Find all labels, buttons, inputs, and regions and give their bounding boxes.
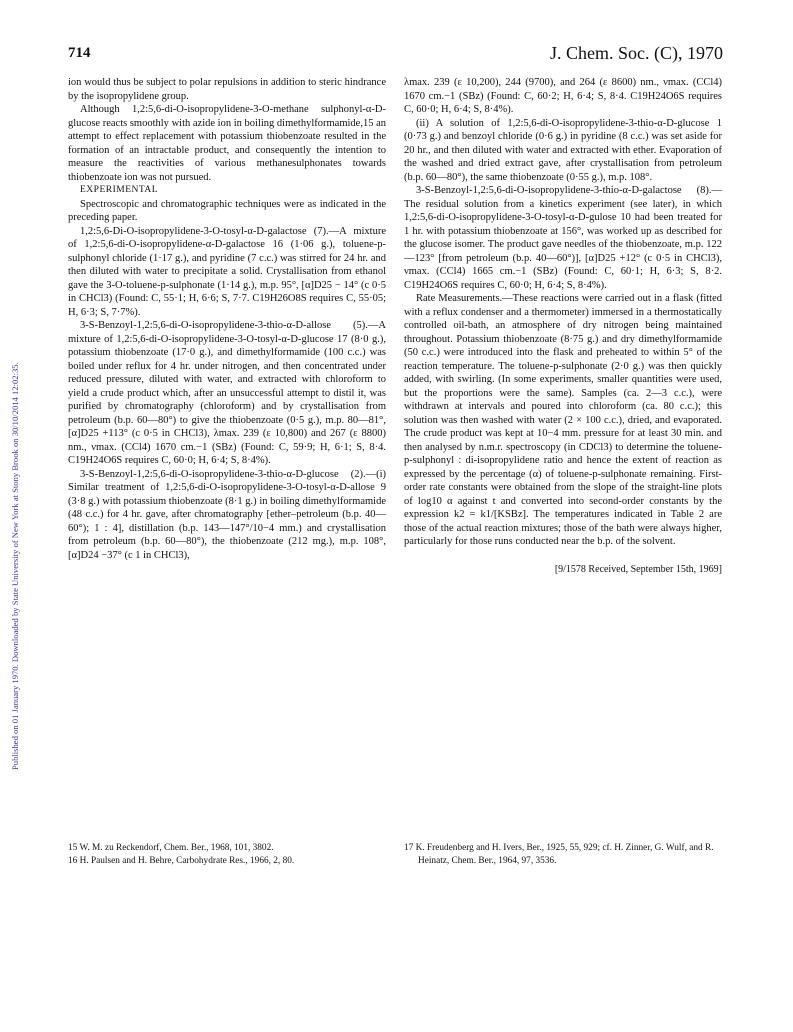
body-paragraph: ion would thus be subject to polar repulsions in addition to steric hindrance by the isopropylidene group. <box>68 77 386 102</box>
download-notice: Published on 01 January 1970. Downloaded by State University of New York at Stony Brook on 30/10/2014 12:02:35. <box>10 362 20 770</box>
body-paragraph: 3-S-Benzoyl-1,2:5,6-di-O-isopropylidene-3-thio-α-D-galactose (8).—The residual solution from a kinetics experiment (see later), in which 1,2:5,6-di-O-isopropylidene-3-O-tosyl-α-D-gulose 10 had been treated for 1 hr. with potassium thiobenzoate at 156°, was worked up as described for the glucose isomer. The product gave needles of the thiobenzoate, m.p. 122—123° [from petroleum (b.p. 40—60°)], [α]D25 +12° (c 0·5 in CHCl3), νmax. (CCl4) 1665 cm.−1 (SBz) (Found: C, 60·1; H, 6·3; S, 8·2. C19H24O6S requires C, 60·0; H, 6·4; S, 8·4%). <box>404 185 722 291</box>
section-heading-experimental: EXPERIMENTAL <box>80 185 159 195</box>
right-column <box>404 76 722 576</box>
experimental-paragraph: 3-S-Benzoyl-1,2:5,6-di-O-isopropylidene-3-thio-α-D-glucose (2).—(i) Similar treatment of 1,2:5,6-di-O-isopropylidene-3-O-tosyl-α-D-allose 9 (3·8 g.) with potassium thiobenzoate (8·1 g.) in boiling dimethylformamide (48 c.c.) for 4 hr. gave, after chromatography [ether–petroleum (b.p. 40—60°); 1 : 4], distillation (b.p. 143—147°/10−4 mm.) and crystallisation from petroleum (b.p. 60—80°), the thiobenzoate (212 mg.), m.p. 108°, [α]D24 −37° (c 1 in CHCl3), <box>68 468 386 561</box>
body-paragraph: λmax. 239 (ε 10,200), 244 (9700), and 264 (ε 8600) nm., νmax. (CCl4) 1670 cm.−1 (SBz) (Found: C, 60·2; H, 6·4; S, 8·4. C19H24O6S requires C, 60·0; H, 6·4; S, 8·4%). <box>404 77 722 115</box>
experimental-paragraph: 1,2:5,6-Di-O-isopropylidene-3-O-tosyl-α-D-galactose (7).—A mixture of 1,2:5,6-di-O-isopropylidene-α-D-galactose 16 (1·06 g.), toluene-p-sulphonyl chloride (1·17 g.), and pyridine (7 c.c.) was stirred for 24 hr. and then diluted with water to precipitate a solid. Crystallisation from ethanol gave the 3-O-toluene-p-sulphonate (1·14 g.), m.p. 95°, [α]D25 − 14° (c 0·5 in CHCl3) (Found: C, 55·1; H, 6·6; S, 7·7. C19H26O8S requires C, 55·05; H, 6·3; S, 7·7%). <box>68 225 386 318</box>
experimental-paragraph: Spectroscopic and chromatographic techniques were as indicated in the preceding paper. <box>68 198 386 223</box>
body-paragraph: Rate Measurements.—These reactions were carried out in a flask (fitted with a reflux condenser and a thermometer) immersed in a thermostatically controlled oil-bath, an atmosphere of dry nitrogen being maintained throughout. Potassium thiobenzoate (8·75 g.) and dry dimethylformamide (50 c.c.) were introduced into the flask and preheated to within 5° of the reaction temperature. The toluene-p-sulphonate (2·0 g.) was then quickly added, with swirling. (In some experiments, smaller quantities were used, but the proportions were the same). Samples (ca. 2—3 c.c.), were withdrawn at intervals and poured into chloroform (ca. 80 c.c.); this solution was then washed with water (2 × 100 c.c.), dried, and evaporated. The crude product was kept at 10−4 mm. pressure for at least 30 min. and then analysed by n.m.r. spectroscopy (in CDCl3) to determine the toluene-p-sulphonyl : di-isopropylidene ratio and hence the extent of reaction as expressed by the percentage (α) of toluene-p-sulphonate remaining. First-order rate constants were obtained from the slope of the straight-line plots of log10 α against t and converted into second-order constants by the expression k2 = k1/[KSBz]. The temperatures indicated in Table 2 are those of the actual reaction mixtures; those of the bath were always higher, particularly for those runs conducted near the b.p. of the solvent. <box>404 293 722 547</box>
experimental-paragraph: 3-S-Benzoyl-1,2:5,6-di-O-isopropylidene-3-thio-α-D-allose (5).—A mixture of 1,2:5,6-di-O-isopropylidene-3-O-tosyl-α-D-glucose 17 (8·0 g.), potassium thiobenzoate (17·0 g.), and dimethylformamide (100 c.c.) was boiled under reflux for 4 hr. under nitrogen, and then concentrated under reduced pressure, diluted with water, and extracted with chloroform to yield a crude product which, after an unsuccessful attempt to distil it, was purified by chromatography (chloroform) and by crystallisation from petroleum (b.p. 60—80°) to give the thiobenzoate (0·5 g.), m.p. 80—81°, [α]D25 +113° (c 0·5 in CHCl3), λmax. 239 (ε 10,800) and 267 (ε 8800) nm., νmax. (CCl4) 1670 cm.−1 (SBz) (Found: C, 59·9; H, 6·1; S, 8·4. C19H24O6S requires C, 60·0; H, 6·4; S, 8·4%). <box>68 320 386 466</box>
footnote: 15 W. M. zu Reckendorf, Chem. Ber., 1968, 101, 3802. <box>68 843 274 853</box>
page-number: 714 <box>68 45 91 61</box>
footnotes-left <box>68 842 386 867</box>
journal-header: J. Chem. Soc. (C), 1970 <box>550 43 723 63</box>
footnote: 17 K. Freudenberg and H. Ivers, Ber., 1925, 55, 929; cf. H. Zinner, G. Wulf, and R. Heinatz, Chem. Ber., 1964, 97, 3536. <box>404 843 714 866</box>
body-paragraph: Although 1,2:5,6-di-O-isopropylidene-3-O-methane sulphonyl-α-D-glucose reacts smoothly with azide ion in boiling dimethylformamide,15 an attempt to effect replacement with potassium thiobenzoate resulted in the formation of an intractable product, and consequently the intention to measure the reactivities of various methanesulphonates towards thiobenzoate ion was not pursued. <box>68 104 386 183</box>
footnotes-right <box>404 842 722 867</box>
left-column <box>68 76 386 562</box>
body-paragraph: (ii) A solution of 1,2:5,6-di-O-isopropylidene-3-thio-α-D-glucose 1 (0·73 g.) and benzoyl chloride (0·6 g.) in pyridine (8 c.c.) was set aside for 20 hr., and then diluted with water and extracted with ether. Evaporation of the washed and dried extract gave, after crystallisation from petroleum (b.p. 60—80°), the same thiobenzoate (0·55 g.), m.p. 108°. <box>404 117 722 183</box>
received-date: [9/1578 Received, September 15th, 1969] <box>554 563 722 575</box>
footnote: 16 H. Paulsen and H. Behre, Carbohydrate Res., 1966, 2, 80. <box>68 855 295 866</box>
